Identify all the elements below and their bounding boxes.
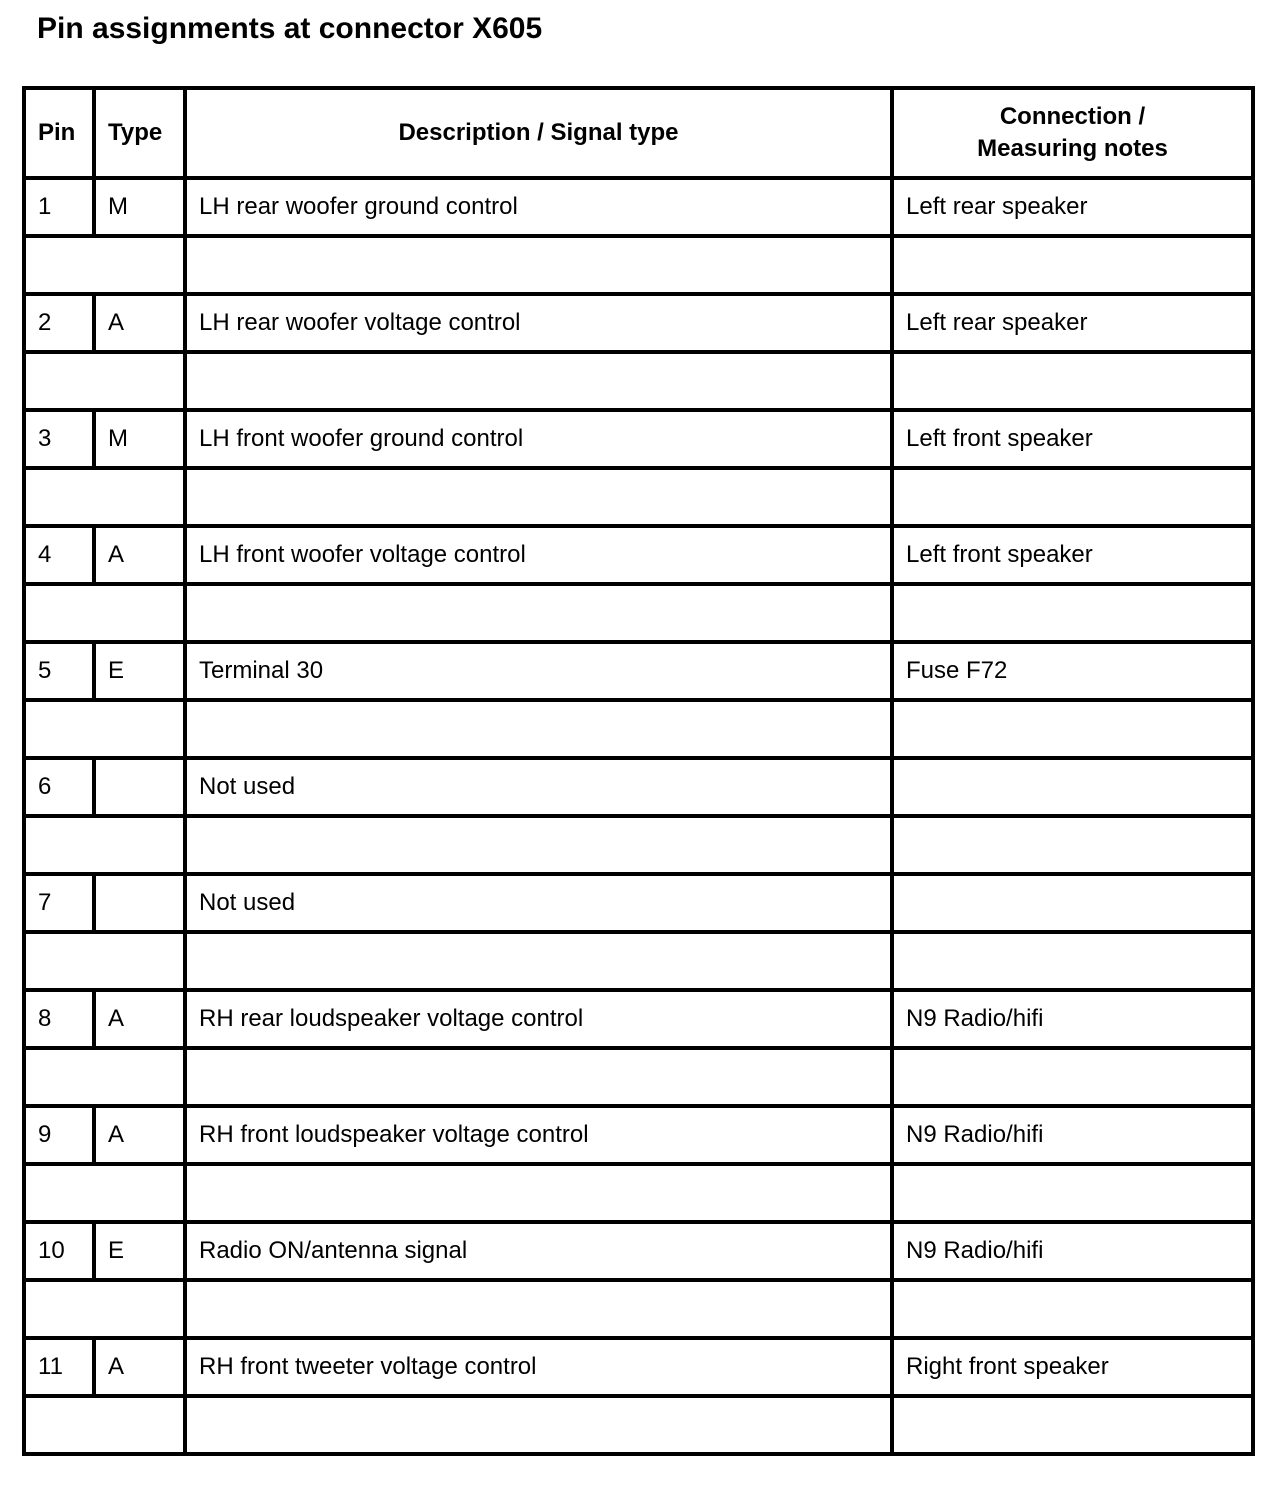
description-cell: Not used xyxy=(185,758,892,816)
connection-cell: Left front speaker xyxy=(892,526,1253,584)
table-spacer-row xyxy=(24,1280,1253,1338)
description-cell: LH rear woofer ground control xyxy=(185,178,892,236)
header-description: Description / Signal type xyxy=(185,88,892,178)
table-spacer-row xyxy=(24,584,1253,642)
spacer-description-cell xyxy=(185,352,892,410)
spacer-connection-cell xyxy=(892,932,1253,990)
table-row xyxy=(24,758,1253,816)
table-row xyxy=(24,294,1253,352)
description-cell: RH front tweeter voltage control xyxy=(185,1338,892,1396)
spacer-pin-type-cell xyxy=(24,700,185,758)
spacer-connection-cell xyxy=(892,352,1253,410)
spacer-pin-type-cell xyxy=(24,352,185,410)
spacer-connection-cell xyxy=(892,700,1253,758)
page-title: Pin assignments at connector X605 xyxy=(37,12,543,45)
spacer-connection-cell xyxy=(892,1396,1253,1454)
spacer-pin-type-cell xyxy=(24,932,185,990)
spacer-pin-type-cell xyxy=(24,468,185,526)
spacer-pin-type-cell xyxy=(24,584,185,642)
connection-cell: Left rear speaker xyxy=(892,178,1253,236)
type-cell: E xyxy=(94,1222,185,1280)
description-cell: Radio ON/antenna signal xyxy=(185,1222,892,1280)
pin-cell: 3 xyxy=(24,410,94,468)
type-cell: M xyxy=(94,178,185,236)
pin-cell: 11 xyxy=(24,1338,94,1396)
type-cell xyxy=(94,758,185,816)
table-spacer-row xyxy=(24,816,1253,874)
pin-assignment-table xyxy=(22,86,1255,1456)
table-row xyxy=(24,990,1253,1048)
table-spacer-row xyxy=(24,1396,1253,1454)
spacer-description-cell xyxy=(185,236,892,294)
connection-cell xyxy=(892,874,1253,932)
pin-cell: 9 xyxy=(24,1106,94,1164)
table-row xyxy=(24,642,1253,700)
type-cell: A xyxy=(94,526,185,584)
header-connection-line1: Connection / xyxy=(999,103,1146,130)
table-spacer-row xyxy=(24,1164,1253,1222)
spacer-connection-cell xyxy=(892,468,1253,526)
type-cell: A xyxy=(94,1338,185,1396)
table-row xyxy=(24,1106,1253,1164)
header-connection-line2: Measuring notes xyxy=(977,135,1168,162)
spacer-connection-cell xyxy=(892,1048,1253,1106)
type-cell xyxy=(94,874,185,932)
pin-cell: 1 xyxy=(24,178,94,236)
header-type: Type xyxy=(94,88,185,178)
pin-cell: 6 xyxy=(24,758,94,816)
spacer-description-cell xyxy=(185,932,892,990)
spacer-connection-cell xyxy=(892,584,1253,642)
pin-cell: 7 xyxy=(24,874,94,932)
spacer-connection-cell xyxy=(892,1280,1253,1338)
pin-cell: 10 xyxy=(24,1222,94,1280)
table-spacer-row xyxy=(24,932,1253,990)
pin-cell: 2 xyxy=(24,294,94,352)
spacer-pin-type-cell xyxy=(24,1280,185,1338)
table-spacer-row xyxy=(24,700,1253,758)
table-header-row xyxy=(24,88,1253,178)
spacer-connection-cell xyxy=(892,816,1253,874)
spacer-pin-type-cell xyxy=(24,236,185,294)
spacer-pin-type-cell xyxy=(24,1048,185,1106)
pin-cell: 5 xyxy=(24,642,94,700)
table-body xyxy=(24,178,1253,1454)
spacer-description-cell xyxy=(185,1048,892,1106)
type-cell: M xyxy=(94,410,185,468)
spacer-description-cell xyxy=(185,584,892,642)
connection-cell: N9 Radio/hifi xyxy=(892,1222,1253,1280)
connection-cell xyxy=(892,758,1253,816)
type-cell: A xyxy=(94,1106,185,1164)
spacer-pin-type-cell xyxy=(24,1164,185,1222)
spacer-description-cell xyxy=(185,1164,892,1222)
spacer-description-cell xyxy=(185,1396,892,1454)
connection-cell: Left front speaker xyxy=(892,410,1253,468)
table-row xyxy=(24,178,1253,236)
table-spacer-row xyxy=(24,1048,1253,1106)
type-cell: A xyxy=(94,294,185,352)
table-row xyxy=(24,410,1253,468)
spacer-connection-cell xyxy=(892,236,1253,294)
description-cell: Terminal 30 xyxy=(185,642,892,700)
header-connection xyxy=(892,88,1253,178)
spacer-description-cell xyxy=(185,1280,892,1338)
pin-cell: 4 xyxy=(24,526,94,584)
connection-cell: Left rear speaker xyxy=(892,294,1253,352)
table-spacer-row xyxy=(24,236,1253,294)
connection-cell: N9 Radio/hifi xyxy=(892,990,1253,1048)
pin-cell: 8 xyxy=(24,990,94,1048)
table-row xyxy=(24,874,1253,932)
description-cell: LH front woofer voltage control xyxy=(185,526,892,584)
table-row xyxy=(24,1222,1253,1280)
table-spacer-row xyxy=(24,468,1253,526)
connection-cell: N9 Radio/hifi xyxy=(892,1106,1253,1164)
type-cell: E xyxy=(94,642,185,700)
type-cell: A xyxy=(94,990,185,1048)
table-row xyxy=(24,526,1253,584)
spacer-description-cell xyxy=(185,468,892,526)
connection-cell: Fuse F72 xyxy=(892,642,1253,700)
description-cell: LH front woofer ground control xyxy=(185,410,892,468)
table-spacer-row xyxy=(24,352,1253,410)
description-cell: Not used xyxy=(185,874,892,932)
table-row xyxy=(24,1338,1253,1396)
header-pin: Pin xyxy=(24,88,94,178)
description-cell: RH front loudspeaker voltage control xyxy=(185,1106,892,1164)
spacer-connection-cell xyxy=(892,1164,1253,1222)
spacer-pin-type-cell xyxy=(24,1396,185,1454)
connection-cell: Right front speaker xyxy=(892,1338,1253,1396)
spacer-description-cell xyxy=(185,816,892,874)
description-cell: RH rear loudspeaker voltage control xyxy=(185,990,892,1048)
description-cell: LH rear woofer voltage control xyxy=(185,294,892,352)
spacer-pin-type-cell xyxy=(24,816,185,874)
spacer-description-cell xyxy=(185,700,892,758)
